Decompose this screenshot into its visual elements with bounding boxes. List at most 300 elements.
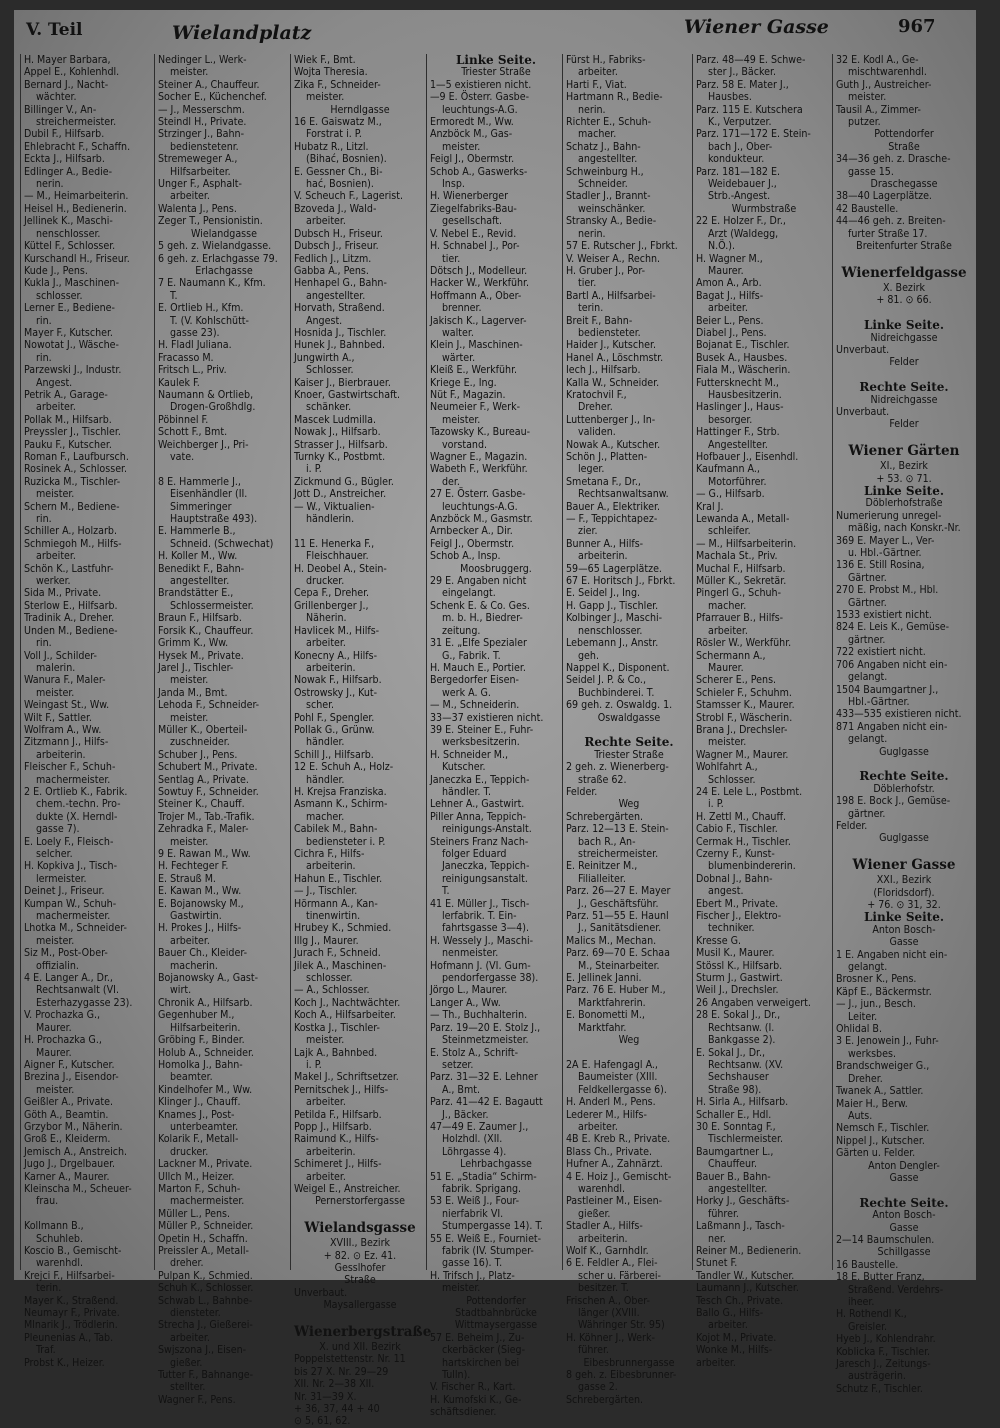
entry-line: macher. — [578, 128, 617, 141]
entry-line: Esterhazygasse 23). — [36, 996, 133, 1009]
entry-line: terin. — [36, 1282, 62, 1295]
entry-line: 24 E. Lele L., Postbmt. — [696, 785, 803, 798]
entry-line: 6 geh. z. Erlachgasse 79. — [158, 252, 278, 265]
entry-line: 44—46 geh. z. Breiten- — [836, 215, 946, 228]
entry-line: Steindl H., Private. — [158, 116, 247, 129]
entry-line: Eckta J., Hilfsarb. — [24, 153, 105, 166]
entry-line: meister. — [36, 934, 75, 947]
entry-line: Heisel H., Bedienerin. — [24, 202, 127, 215]
entry-line: arbeiter. — [36, 401, 76, 414]
entry-line: Sechshauser — [708, 1071, 769, 1084]
entry-line: G., Fabrik. T. — [442, 649, 501, 662]
entry-line — [294, 525, 426, 537]
entry-line: Nowak J., Hilfsarb. — [294, 426, 381, 439]
entry-line: führer. — [708, 1207, 739, 1220]
entry-line: werker. — [36, 575, 71, 588]
entry-line: machermeister. — [36, 910, 111, 923]
entry-line: Löhrgasse 4). — [442, 1145, 507, 1158]
entry-line: 8 E. Hammerle J., — [158, 475, 241, 488]
entry-line: Baumgartner L., — [696, 1145, 774, 1158]
entry-line: Opetin H., Schaffn. — [158, 1232, 248, 1245]
entry-line: Dobnal J., Bahn- — [696, 872, 773, 885]
entry-line: meister. — [306, 91, 345, 104]
entry-line: arbeiter. — [170, 1331, 210, 1344]
entry-line: offizialin. — [36, 959, 79, 972]
entry-line: Holzhdl. (XII. — [442, 1133, 503, 1146]
entry-line: Dubil F., Hilfsarb. — [24, 128, 105, 141]
entry-line: setzer. — [442, 1058, 474, 1071]
entry-line: Zika F., Schneider- — [294, 78, 381, 91]
street-heading: Triester Straße — [594, 748, 664, 761]
entry-line: meister. — [36, 686, 75, 699]
entry-line: Numerierung unregel- — [836, 509, 942, 522]
entry-line: führer. — [578, 1344, 609, 1357]
entry-line: Maurer. — [36, 1046, 72, 1059]
entry-line: streichermeister. — [578, 848, 659, 860]
entry-line: Kumpan W., Schuh- — [24, 897, 117, 910]
street-heading: XXI., Bezirk — [876, 874, 932, 887]
entry-line: frau. — [36, 1195, 59, 1208]
column-1 — [20, 54, 154, 1369]
entry-line: Stössl K., Hilfsarb. — [696, 959, 783, 972]
entry-line: Hbl.-Gärtner. — [848, 695, 910, 708]
entry-line: länger (XVIII. — [578, 1307, 640, 1320]
entry-line: Leiter. — [848, 1010, 878, 1023]
entry-line: Insp. — [442, 178, 465, 191]
street-heading: Breitenfurter Straße — [856, 240, 952, 253]
entry-line: m. b. H., Biedrer- — [442, 612, 523, 625]
entry-line: diensteter. — [170, 1307, 221, 1320]
entry-line: Horky J., Geschäfts- — [696, 1195, 790, 1208]
entry-line: 69 geh. z. Oswaldg. 1. — [566, 699, 673, 712]
entry-line: Hunek J., Bahnbed. — [294, 339, 386, 352]
entry-line: 22 E. Holzer F., Dr., — [696, 215, 786, 228]
street-heading: Nidreichgasse — [870, 393, 938, 406]
entry-line: Anzböck M., Gasmstr. — [430, 513, 533, 526]
entry-line: Müller P., Schneider. — [158, 1220, 254, 1233]
entry-line: E. Kawan M., Ww. — [158, 885, 242, 898]
entry-line: Konecny A., Hilfs- — [294, 649, 378, 662]
entry-line: Luttenberger J., In- — [566, 413, 656, 426]
entry-line: Felder. — [566, 785, 598, 798]
entry-line — [24, 1208, 154, 1220]
entry-line: bach J., Ober- — [708, 140, 773, 153]
entry-line: Sterlow E., Hilfsarb. — [24, 599, 118, 612]
entry-line: Hilfsarbeiterin. — [170, 1021, 241, 1034]
entry-line: V. Scheuch F., Lagerist. — [294, 190, 403, 203]
entry-line: vate. — [170, 451, 195, 463]
entry-line: Muchal F., Hilfsarb. — [696, 562, 786, 575]
entry-line: Appel E., Kohlenhdl. — [24, 66, 120, 79]
entry-line: Wagner F., Pens. — [158, 1393, 236, 1406]
entry-line: Schob A., Gaswerks- — [430, 165, 528, 178]
entry-line: Unverbaut. — [294, 1286, 348, 1299]
entry-line: gießer. — [578, 1207, 611, 1220]
entry-line: Schutz F., Tischler. — [836, 1382, 923, 1395]
entry-line: Gegenhuber M., — [158, 1009, 235, 1022]
entry-line: u. Hbl.-Gärtner. — [848, 547, 922, 560]
entry-line: Cichra F., Hilfs- — [294, 848, 365, 860]
entry-line: H. Koller M., Ww. — [158, 550, 238, 563]
street-heading: Weg — [618, 798, 640, 811]
entry-line: Brandstätter E., — [158, 587, 234, 600]
entry-line: i. P. — [708, 798, 724, 811]
entry-line: arbeiterin. — [36, 748, 86, 761]
entry-line: leuchtungs-A.G. — [442, 103, 518, 116]
entry-line: Kaulek F. — [158, 376, 200, 389]
column-4 — [426, 53, 562, 1419]
entry-line: Kude J., Pens. — [24, 264, 88, 277]
entry-line: drucker. — [170, 1145, 209, 1158]
entry-line: Schneid. (Schwechat) — [170, 537, 274, 550]
entry-line: Straßend. Verdehrs- — [848, 1283, 944, 1296]
entry-line: Pohl F., Spengler. — [294, 711, 375, 724]
entry-line: Kaiser J., Bierbrauer. — [294, 376, 391, 389]
entry-line: Gröbing F., Binder. — [158, 1034, 245, 1047]
entry-line: Stumpergasse 14). T. — [442, 1220, 543, 1233]
entry-line: E. Loely F., Fleisch- — [24, 835, 114, 848]
street-heading: Draschegasse — [870, 178, 938, 191]
entry-line: Schwab L., Bahnbe- — [158, 1294, 253, 1307]
entry-line: arbeiter. — [306, 215, 346, 228]
entry-line: N.Ö.). — [708, 240, 735, 253]
entry-line: Bagat J., Hilfs- — [696, 289, 764, 302]
entry-line: kondukteur. — [708, 153, 765, 166]
entry-line: pendorfergasse 38). — [442, 972, 539, 985]
entry-line: Kleinscha M., Scheuer- — [24, 1182, 132, 1195]
entry-line: Hartmann R., Bedie- — [566, 91, 663, 104]
entry-line: Fürst H., Fabriks- — [566, 54, 646, 66]
entry-line: streichermeister. — [36, 116, 117, 129]
entry-line: Marton F., Schuh- — [158, 1182, 241, 1195]
entry-line: Schweinburg H., — [566, 165, 644, 178]
entry-line: meister. — [170, 66, 209, 79]
entry-line: straße 62. — [578, 773, 627, 786]
entry-line: gasse 7). — [36, 823, 80, 836]
entry-line: 433—535 existieren nicht. — [836, 708, 962, 721]
entry-line: Lederer M., Hilfs- — [566, 1108, 647, 1121]
entry-line: Parz. 12—13 E. Stein- — [566, 823, 669, 836]
entry-line: Karner A., Maurer. — [24, 1170, 110, 1183]
entry-line: arbeiterin. — [306, 661, 356, 674]
entry-line: gasse 15. — [848, 165, 894, 178]
entry-line: 270 E. Probst M., Hbl. — [836, 584, 939, 597]
street-heading: Pottendorfer — [466, 1294, 526, 1307]
entry-line: unterbeamter. — [170, 1120, 239, 1133]
entry-line: Auts. — [848, 1109, 873, 1122]
entry-line: Cermak H., Tischler. — [696, 835, 791, 848]
entry-line: leuchtungs-A.G. — [442, 500, 518, 513]
entry-line: Nedinger L., Werk- — [158, 54, 247, 66]
entry-line: Steiners Franz Nach- — [430, 835, 529, 848]
entry-line: werksbesitzerin. — [442, 736, 520, 749]
entry-line: Kurschandl H., Friseur. — [24, 252, 130, 265]
entry-line: arbeiter. — [306, 1170, 346, 1183]
entry-line: Sowtuy F., Schneider. — [158, 785, 259, 798]
entry-line: arbeiter. — [696, 1356, 736, 1369]
street-heading: Maysallergasse — [323, 1299, 397, 1312]
entry-line: Hofbauer J., Eisenhdl. — [696, 451, 799, 463]
street-heading: Gasse — [889, 936, 919, 949]
entry-line — [836, 845, 972, 857]
entry-line: H. Wagner M., — [696, 252, 763, 265]
entry-line: meister. — [170, 835, 209, 848]
entry-line: Parz. 69—70 E. Schaa — [566, 947, 670, 960]
street-heading: Pernerstorfergasse — [315, 1195, 405, 1208]
entry-line: Gärtner. — [848, 571, 887, 584]
entry-line: Fleischer F., Schuh- — [24, 761, 116, 774]
entry-line: 12 E. Schuh A., Holz- — [294, 761, 394, 774]
entry-line: Futtersknecht M., — [696, 376, 779, 389]
entry-line: Schlosser. — [306, 364, 354, 377]
entry-line: nenschlosser. — [36, 227, 101, 240]
entry-line: Tradinik A., Dreher. — [24, 612, 115, 625]
entry-line: Asmann K., Schirm- — [294, 798, 388, 811]
entry-line: Smetana F., Dr., — [566, 475, 641, 488]
entry-line: rin. — [36, 637, 52, 650]
entry-line: 2 geh. z. Wienerberg- — [566, 761, 669, 774]
entry-line: 51 E. „Stadia“ Schirm- — [430, 1170, 537, 1183]
street-heading: Herndlgasse — [330, 103, 390, 116]
entry-line: Musil K., Maurer. — [696, 947, 775, 960]
entry-line: Rechtsanwalt (VI. — [36, 984, 119, 997]
entry-line: K., Verputzer. — [708, 116, 772, 129]
entry-line: gasse 2. — [578, 1381, 618, 1394]
entry-line: Roman F., Laufbursch. — [24, 451, 129, 463]
entry-line: 722 existiert nicht. — [836, 646, 926, 659]
entry-line: Felder. — [836, 819, 868, 832]
entry-line: — J., jun., Besch. — [836, 998, 916, 1011]
entry-line: scher. — [306, 699, 335, 712]
entry-line: Arnbecker A., Dir. — [430, 525, 513, 538]
entry-line: H. Mayer Barbara, — [24, 54, 111, 66]
entry-line: Weigel E., Anstreicher. — [294, 1182, 401, 1195]
entry-line: 3 E. Jenowein J., Fuhr- — [836, 1035, 939, 1048]
entry-line: T. — [170, 289, 178, 302]
entry-line: nerin. — [578, 103, 606, 116]
entry-line: arbeiterin. — [306, 860, 356, 873]
entry-line: 2 E. Ortlieb K., Fabrik. — [24, 785, 128, 798]
entry-line: stellter. — [170, 1381, 206, 1394]
entry-line: Neumeier F., Werk- — [430, 401, 521, 414]
entry-line: Schob A., Insp. — [430, 550, 501, 563]
entry-line: Janda M., Bmt. — [158, 686, 228, 699]
entry-line: rin. — [36, 314, 52, 327]
entry-line: Hausbes. — [708, 91, 752, 104]
entry-line: werk A. G. — [442, 686, 491, 699]
entry-line: V. Prochazka G., — [24, 1009, 101, 1022]
entry-line: 9 E. Rawan M., Ww. — [158, 848, 251, 860]
entry-line: E. Strauß M. — [158, 872, 216, 885]
entry-line: 18 E. Butter Franz, — [836, 1271, 925, 1284]
entry-line: Motorführer. — [708, 475, 767, 488]
entry-line: Raimund K., Hilfs- — [294, 1133, 379, 1146]
entry-line: Piller Anna, Teppich- — [430, 810, 527, 823]
entry-line: arbeiterin. — [578, 1232, 628, 1245]
entry-line: Gabba A., Pens. — [294, 264, 369, 277]
entry-line: 32 E. Kodl A., Ge- — [836, 54, 919, 66]
entry-line: Müller K., Oberteil- — [158, 723, 248, 736]
entry-line: H. Zettl M., Chauff. — [696, 810, 787, 823]
street-heading: Gasse — [889, 1171, 919, 1184]
entry-line: Benedikt F., Bahn- — [158, 562, 245, 575]
entry-line: arbeiter. — [708, 624, 748, 637]
street-heading: Rechte Seite. — [859, 1195, 949, 1210]
entry-line: Angest. — [306, 314, 343, 327]
entry-line: Ullch M., Heizer. — [158, 1170, 235, 1183]
entry-line: Laumann J., Kutscher. — [696, 1282, 799, 1295]
street-heading: Rechte Seite. — [859, 380, 949, 395]
entry-line: angest. — [708, 885, 744, 898]
entry-line: Ermoredt M., Ww. — [430, 116, 514, 129]
column-6 — [692, 54, 832, 1369]
entry-line: Kleiß E., Werkführ. — [430, 364, 518, 377]
entry-line: Nappel K., Disponent. — [566, 661, 670, 674]
entry-line: 47—49 E. Zaumer J., — [430, 1120, 529, 1133]
entry-line: Tazowsky K., Bureau- — [430, 426, 531, 439]
entry-line: Gastwirtin. — [170, 910, 222, 923]
street-heading: Eibesbrunnergasse — [583, 1356, 675, 1369]
entry-line: Simmeringer — [170, 500, 232, 513]
street-heading: (Floridsdorf). — [873, 886, 935, 899]
entry-line — [836, 431, 972, 443]
entry-line: 31 E. „Elfe Spezialer — [430, 637, 527, 650]
entry-line: 30 E. Sonntag F., — [696, 1120, 776, 1133]
entry-line: Seidel J. P. & Co., — [566, 674, 646, 687]
entry-line: Jakisch K., Lagerver- — [430, 314, 527, 327]
entry-line: Hrubey K., Schmied. — [294, 922, 392, 935]
page-number: 967 — [898, 16, 936, 37]
street-heading: Gesslhofer — [334, 1262, 386, 1274]
entry-line: meister. — [170, 711, 209, 724]
entry-line: Stadler J., Brannt- — [566, 190, 651, 203]
entry-line: Schön J., Platten- — [566, 451, 648, 463]
entry-line: Schaller E., Hdl. — [696, 1108, 772, 1121]
entry-line: Lajk A., Bahnbed. — [294, 1046, 378, 1059]
entry-line: Müller L., Pens. — [158, 1207, 231, 1220]
page-header — [14, 10, 976, 50]
entry-line: Chronik A., Hilfsarb. — [158, 996, 253, 1009]
entry-line: 53 E. Weiß J., Four- — [430, 1195, 520, 1208]
street-heading: Anton Bosch- — [872, 1209, 936, 1222]
entry-line: Anzböck M., Gas- — [430, 128, 513, 141]
entry-line: Harti F., Viat. — [566, 78, 627, 91]
entry-line: 59—65 Lagerplätze. — [566, 562, 662, 575]
entry-line: Unverbaut. — [836, 405, 890, 418]
street-heading: + 81. ⊙ 66. — [876, 294, 932, 307]
entry-line: Walenta J., Pens. — [158, 202, 237, 215]
entry-line: E. Hammerle B., — [158, 525, 236, 538]
entry-line: i. P. — [306, 463, 322, 476]
entry-line: Wonke M., Hilfs- — [696, 1344, 773, 1357]
entry-line: Wolfram A., Ww. — [24, 723, 102, 736]
entry-line: Hilfsarbeiter. — [170, 165, 231, 178]
entry-line: wärter. — [442, 351, 476, 364]
entry-line: Schern M., Bediene- — [24, 500, 120, 513]
entry-line: H. Trifsch J., Platz- — [430, 1269, 515, 1282]
entry-line: bis 27 X. Nr. 29—29 — [294, 1365, 389, 1378]
entry-line: Tulln). — [442, 1369, 471, 1382]
entry-line: Probst K., Heizer. — [24, 1356, 105, 1369]
entry-line: Koch J., Nachtwächter. — [294, 996, 401, 1009]
entry-line: i. P. — [306, 1058, 322, 1071]
entry-line: gießer. — [170, 1356, 203, 1369]
entry-line: E. Jellinek Janni. — [566, 972, 642, 985]
entry-line: Greisler. — [848, 1320, 888, 1333]
entry-line: V. Fischer R., Kart. — [430, 1381, 516, 1394]
entry-line: zier. — [578, 525, 598, 538]
entry-line: Strecha J., Gießerei- — [158, 1319, 253, 1332]
entry-line: angestellter. — [306, 289, 366, 302]
entry-line: walter. — [442, 326, 474, 339]
entry-line: hartskirchen bei — [442, 1356, 520, 1369]
entry-line: H. Fechteger F. — [158, 860, 229, 873]
entry-line: Hörmann A., Kan- — [294, 897, 378, 910]
entry-line: Hanel A., Löschmstr. — [566, 351, 664, 364]
entry-line: Jott D., Anstreicher. — [294, 488, 387, 501]
entry-line: Fischer J., Elektro- — [696, 910, 782, 923]
entry-line: Parz. 51—55 E. Haunl — [566, 910, 669, 923]
entry-line: — Th., Buchhalterin. — [430, 1009, 528, 1022]
entry-line: angestellter. — [578, 153, 638, 166]
entry-line: Fracasso M. — [158, 351, 214, 364]
entry-line: E. Bonometti M., — [566, 1009, 645, 1022]
entry-line: Feigl J., Obermstr. — [430, 153, 515, 166]
entry-line: meister. — [36, 1083, 75, 1096]
entry-line: H. Anderl M., Pens. — [566, 1096, 656, 1109]
entry-line: Hacker W., Werkführ. — [430, 277, 529, 290]
entry-line: H. Wessely J., Maschi- — [430, 934, 534, 947]
entry-line — [836, 1184, 972, 1196]
entry-line: Schrebergärten. — [566, 1393, 644, 1406]
street-heading: Oswaldgasse — [597, 711, 661, 724]
entry-line: Nr. 31—39 X. — [294, 1390, 357, 1403]
entry-line: lerfabrik. T. Ein- — [442, 910, 517, 923]
entry-line: gärtner. — [848, 807, 886, 820]
entry-line: Neumayr F., Private. — [24, 1307, 120, 1320]
street-heading: Straße — [888, 140, 920, 153]
street-heading: Stadtbahnbrücke — [455, 1307, 537, 1320]
entry-line: Hufner A., Zahnärzt. — [566, 1158, 663, 1171]
street-heading: Triester Straße — [461, 66, 531, 79]
entry-line: Wilt F., Sattler. — [24, 711, 92, 724]
entry-line: H. Gruber J., Por- — [566, 264, 646, 277]
entry-line: meister. — [442, 140, 481, 153]
entry-line: Unger F., Asphalt- — [158, 178, 242, 191]
entry-line: Parz. 171—172 E. Stein- — [696, 128, 811, 141]
entry-line: Strobl F., Wäscherin. — [696, 711, 793, 724]
entry-line: Holub A., Schneider. — [158, 1046, 254, 1059]
entry-line: — M., Hilfsarbeiterin. — [696, 537, 797, 550]
entry-line: Deinet J., Friseur. — [24, 885, 105, 898]
entry-line: Pastleiner M., Eisen- — [566, 1195, 663, 1208]
entry-line: Parz. 41—42 E. Bagautt — [430, 1096, 543, 1109]
entry-line: chem.-techn. Pro- — [36, 798, 121, 811]
entry-line: 136 E. Still Rosina, — [836, 559, 925, 572]
entry-line: Kojot M., Private. — [696, 1331, 777, 1344]
entry-line: schänker. — [306, 401, 352, 414]
entry-line: Weidebauer J., — [708, 178, 777, 191]
entry-line: arbeiter. — [36, 550, 76, 563]
entry-line: Amon A., Arb. — [696, 277, 762, 290]
entry-line: 871 Angaben nicht ein- — [836, 720, 948, 733]
entry-line: arbeiter. — [708, 1319, 748, 1332]
entry-line: werksbes. — [848, 1047, 896, 1060]
entry-line: reinigungs-Anstalt. — [442, 823, 532, 836]
entry-line: Parz. 115 E. Kutschera — [696, 103, 803, 116]
entry-line: E. Sokal J., Dr., — [696, 1046, 766, 1059]
entry-line: Müller K., Sekretär. — [696, 575, 787, 588]
